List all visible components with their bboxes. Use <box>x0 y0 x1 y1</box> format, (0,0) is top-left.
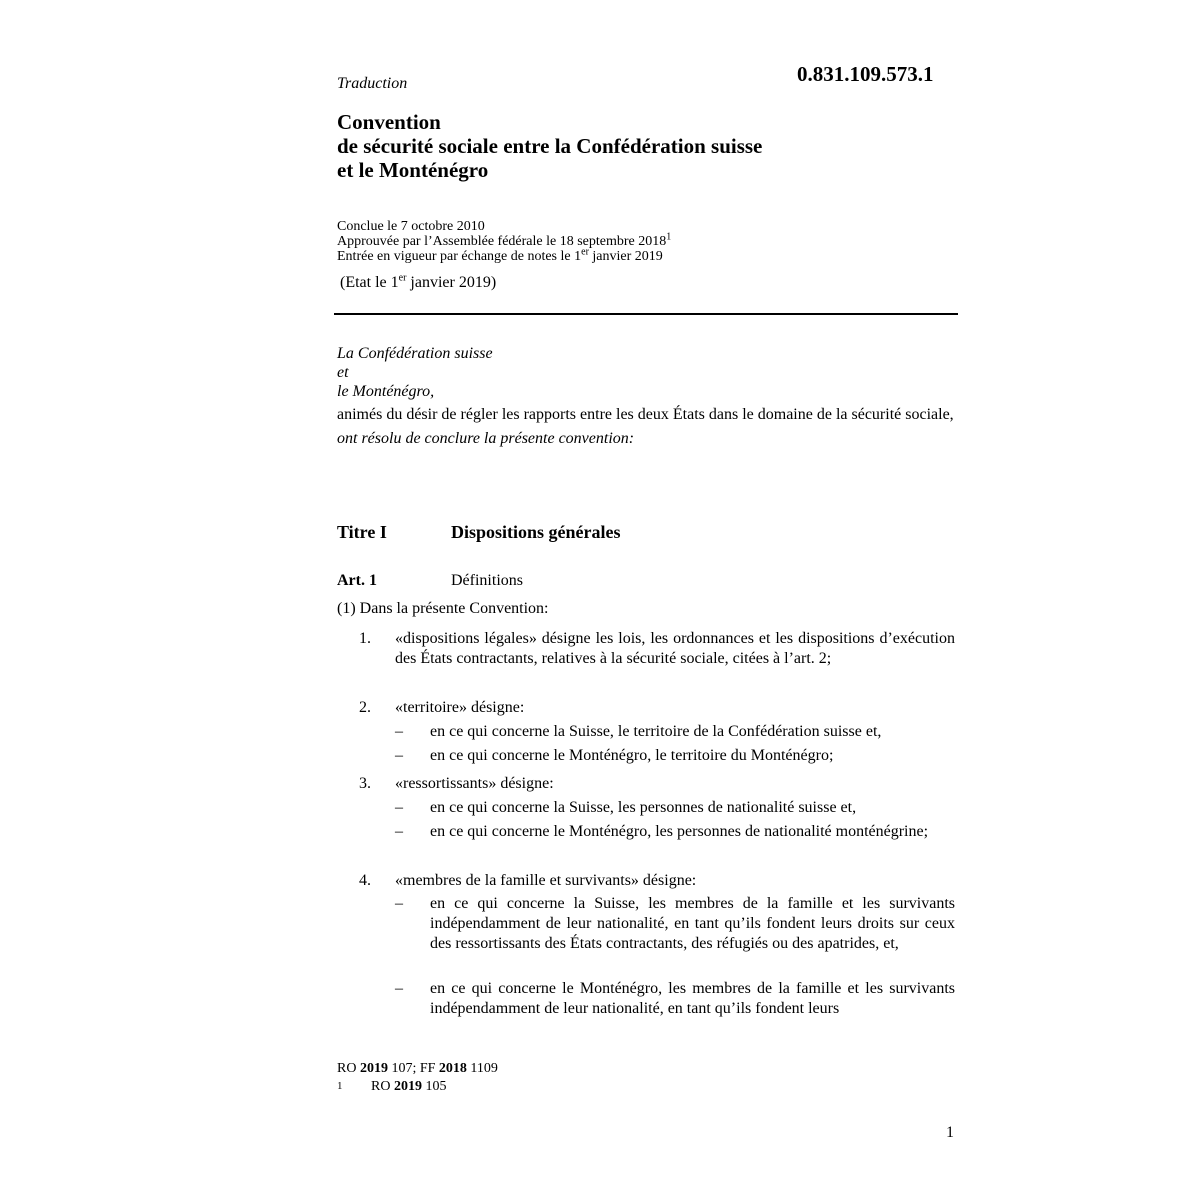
titre-heading: Dispositions générales <box>451 522 621 542</box>
approval-text: Approuvée par l’Assemblée fédérale le 18 septembre 2018 <box>337 234 667 249</box>
publication-reference <box>337 1058 498 1079</box>
title-line-1: Convention <box>337 110 441 134</box>
item-number: 1. <box>359 630 371 647</box>
ff-page: 1109 <box>466 1061 498 1076</box>
dash-bullet: – <box>395 895 403 912</box>
status-suffix: janvier 2019) <box>406 274 497 291</box>
sr-number: 0.831.109.573.1 <box>797 62 934 86</box>
status-prefix: (Etat le 1 <box>340 274 399 291</box>
sub-item-text: en ce qui concerne la Suisse, les personnes de nationalité suisse et, <box>430 799 857 816</box>
header-divider <box>334 313 958 315</box>
article-heading: Définitions <box>451 572 523 589</box>
party-2: le Monténégro, <box>337 383 435 400</box>
fn-page: 105 <box>421 1079 447 1094</box>
dash-bullet: – <box>395 747 403 764</box>
item-text: «ressortissants» désigne: <box>395 775 554 792</box>
item-text: «membres de la famille et survivants» désigne: <box>395 872 697 889</box>
article-intro: (1) Dans la présente Convention: <box>337 600 549 617</box>
sub-item-text: en ce qui concerne la Suisse, le territoire de la Confédération suisse et, <box>430 723 882 740</box>
sub-item-text: en ce qui concerne le Monténégro, le territoire du Monténégro; <box>430 747 834 764</box>
sub-item-text: en ce qui concerne le Monténégro, les personnes de nationalité monténégrine; <box>430 823 929 840</box>
party-1: La Confédération suisse <box>337 345 493 362</box>
approval-date <box>337 231 672 249</box>
preamble-resolution: ont résolu de conclure la présente convention: <box>337 430 635 447</box>
article-number: Art. 1 <box>337 572 377 589</box>
dash-bullet: – <box>395 823 403 840</box>
footnote-ref: 1 <box>666 231 672 243</box>
document-title <box>337 110 762 182</box>
entry-into-force <box>337 246 671 264</box>
ro-prefix: RO <box>337 1061 360 1076</box>
ro-year: 2019 <box>359 1061 388 1076</box>
fn-year: 2019 <box>393 1079 422 1094</box>
footnote-mark: 1 <box>337 1080 343 1092</box>
translation-label: Traduction <box>337 75 408 92</box>
page-number: 1 <box>946 1124 954 1141</box>
dash-bullet: – <box>395 980 403 997</box>
dash-bullet: – <box>395 799 403 816</box>
preamble-purpose: animés du désir de régler les rapports entre les deux États dans le domaine de la sécurité sociale, <box>337 406 954 423</box>
entry-suffix: janvier 2019 <box>588 249 663 264</box>
sub-item-text: en ce qui concerne le Monténégro, les membres de la famille et les survivants indépendamment de leur nationalité, en tant qu’ils fondent leurs <box>430 980 955 1017</box>
sub-item-text: en ce qui concerne la Suisse, les membres de la famille et les survivants indépendamment de leur nationalité, en tant qu’ils fondent leurs droits sur ceux des ressortissants des États contractants, des réfugiés ou des apatrides, et, <box>430 895 955 952</box>
footnote-text <box>371 1079 446 1095</box>
item-text: «territoire» désigne: <box>395 699 525 716</box>
item-text: «dispositions légales» désigne les lois, les ordonnances et les dispositions d’exécution des États contractants, relatives à la sécurité sociale, citées à l’art. 2; <box>395 630 955 667</box>
ff-year: 2018 <box>438 1061 467 1076</box>
ro-page: 107; FF <box>387 1061 439 1076</box>
status-date <box>340 274 496 292</box>
entry-sup: er <box>581 246 589 258</box>
fn-prefix: RO <box>371 1079 394 1094</box>
item-number: 4. <box>359 872 371 889</box>
concluded-date: Conclue le 7 octobre 2010 <box>337 219 485 234</box>
title-line-3: et le Monténégro <box>337 158 489 182</box>
item-number: 3. <box>359 775 371 792</box>
item-number: 2. <box>359 699 371 716</box>
titre-number: Titre I <box>337 522 387 542</box>
conjunction: et <box>337 364 349 381</box>
document-metadata <box>337 219 671 264</box>
entry-prefix: Entrée en vigueur par échange de notes le 1 <box>337 249 582 264</box>
preamble <box>337 344 955 449</box>
status-sup: er <box>398 272 407 284</box>
title-line-2: de sécurité sociale entre la Confédération suisse <box>337 134 763 158</box>
dash-bullet: – <box>395 723 403 740</box>
